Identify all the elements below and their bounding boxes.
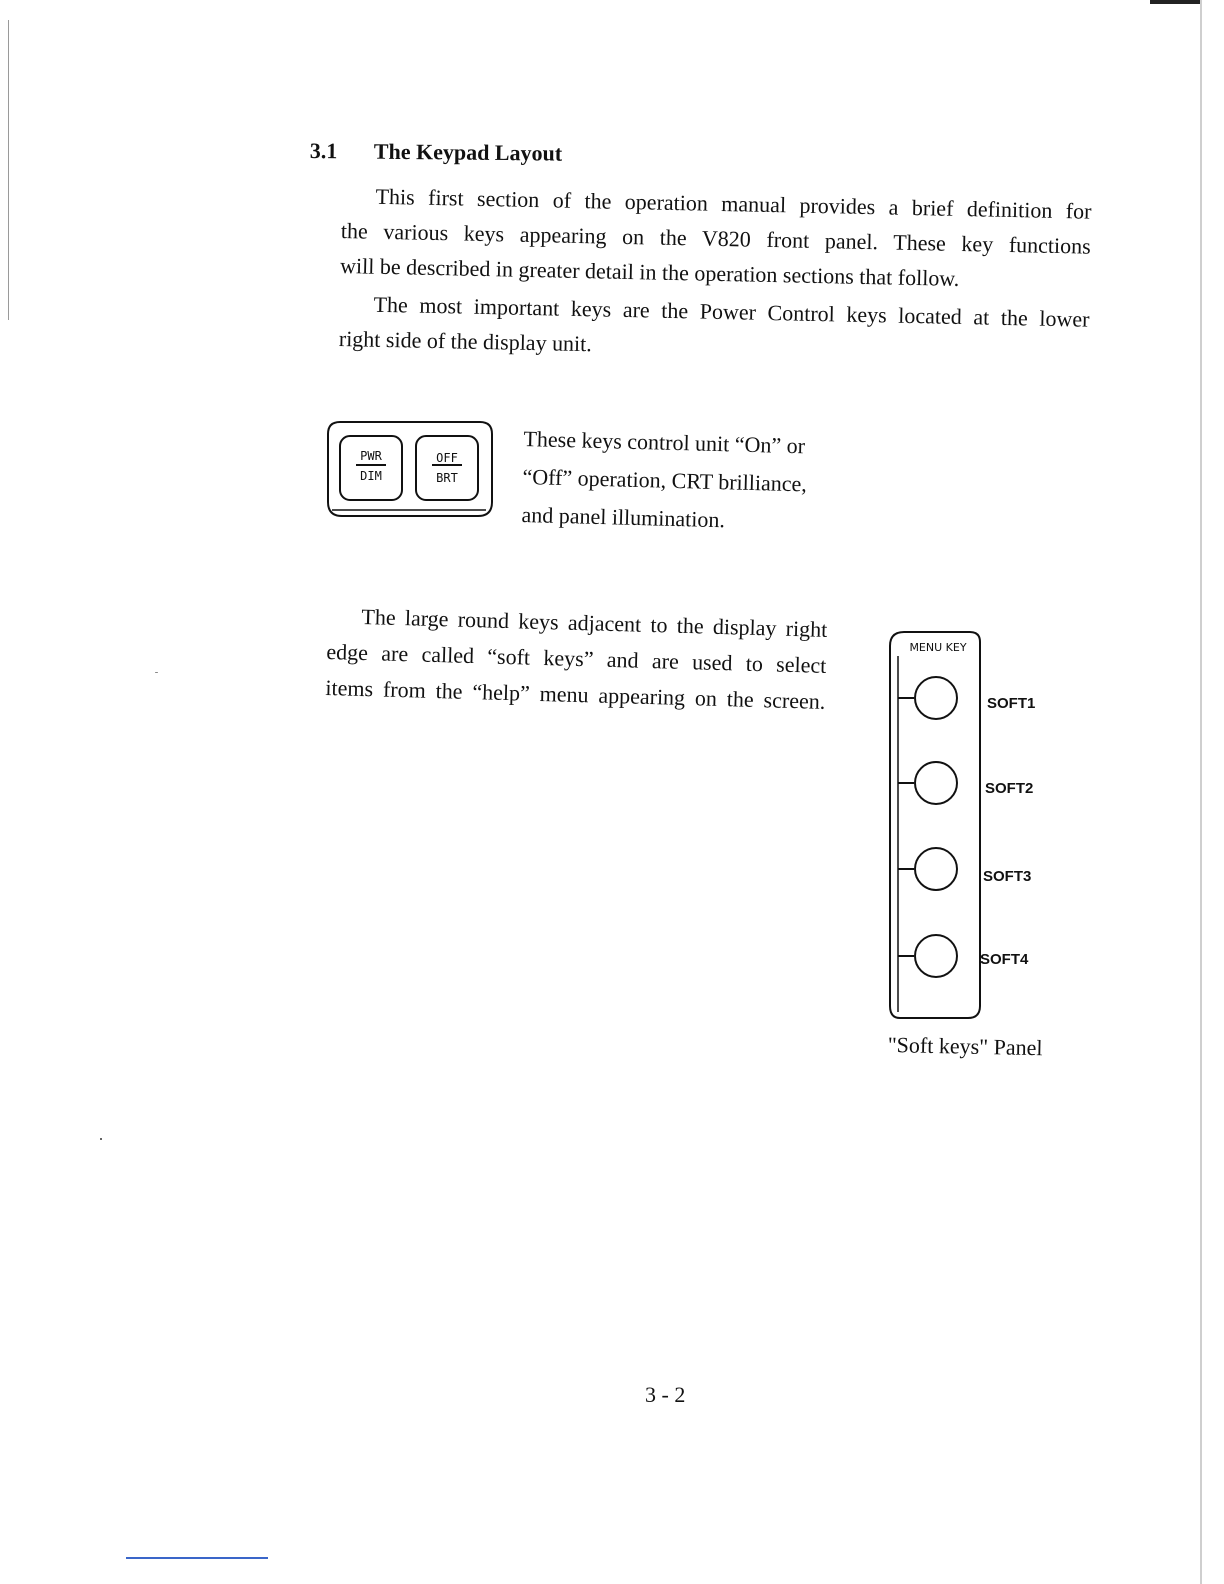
softkeys-paragraph [325, 598, 828, 720]
soft3-key[interactable] [898, 848, 957, 890]
paragraph-line: The most important keys are the Power Control keys located at the lower [373, 291, 1090, 332]
brt-label: BRT [436, 471, 458, 485]
soft1-key[interactable] [898, 677, 957, 719]
soft2-key[interactable] [898, 762, 957, 804]
pwr-label: PWR [360, 449, 382, 463]
soft1-label: SOFT1 [987, 695, 1036, 712]
caption-line: These keys control unit “On” or [523, 425, 806, 459]
soft4-key[interactable] [898, 935, 957, 977]
power-paragraph [339, 286, 1090, 372]
section-number: 3.1 [309, 138, 338, 164]
soft4-button[interactable] [915, 935, 957, 977]
off-label: OFF [436, 451, 458, 465]
dim-label: DIM [360, 469, 382, 483]
scan-speck [155, 672, 158, 673]
scan-underline [126, 1557, 268, 1559]
caption-line: and panel illumination. [521, 501, 726, 533]
power-keys-caption [521, 420, 836, 542]
soft3-button[interactable] [915, 848, 957, 890]
paragraph-line: right side of the display unit. [338, 325, 593, 357]
off-brt-key[interactable] [416, 436, 478, 500]
scan-corner-mark [1150, 0, 1200, 4]
soft2-button[interactable] [915, 762, 957, 804]
soft3-label: SOFT3 [983, 868, 1032, 885]
softkeys-panel-outline [890, 632, 980, 1018]
soft1-button[interactable] [915, 677, 957, 719]
paragraph-line: edge are called “soft keys” and are used to select [326, 638, 827, 678]
softkeys-panel-diagram [884, 626, 1054, 1026]
scan-edge-right [1200, 0, 1202, 1584]
paragraph-line: The large round keys adjacent to the display right [361, 603, 828, 642]
scan-edge-left [8, 20, 9, 320]
page-number: 3 - 2 [645, 1382, 686, 1407]
power-keys-diagram [326, 420, 494, 518]
paragraph-line: the various keys appearing on the V820 front panel. These key functions [340, 217, 1091, 259]
paragraph-line: This first section of the operation manual provides a brief definition for [375, 183, 1092, 224]
intro-paragraph [340, 178, 1092, 299]
soft4-label: SOFT4 [980, 951, 1029, 968]
menu-key-label: MENU KEY [909, 641, 967, 654]
section-title: The Keypad Layout [373, 138, 563, 166]
soft2-label: SOFT2 [985, 780, 1034, 797]
pwr-dim-key[interactable] [340, 436, 402, 500]
section-heading [310, 138, 563, 167]
scan-speck [100, 1138, 102, 1140]
softkeys-panel-caption: "Soft keys" Panel [887, 1032, 1043, 1061]
paragraph-line: items from the “help” menu appearing on the screen. [325, 674, 826, 714]
paragraph-line: will be described in greater detail in the operation sections that follow. [339, 252, 960, 291]
caption-line: “Off” operation, CRT brilliance, [522, 463, 808, 497]
